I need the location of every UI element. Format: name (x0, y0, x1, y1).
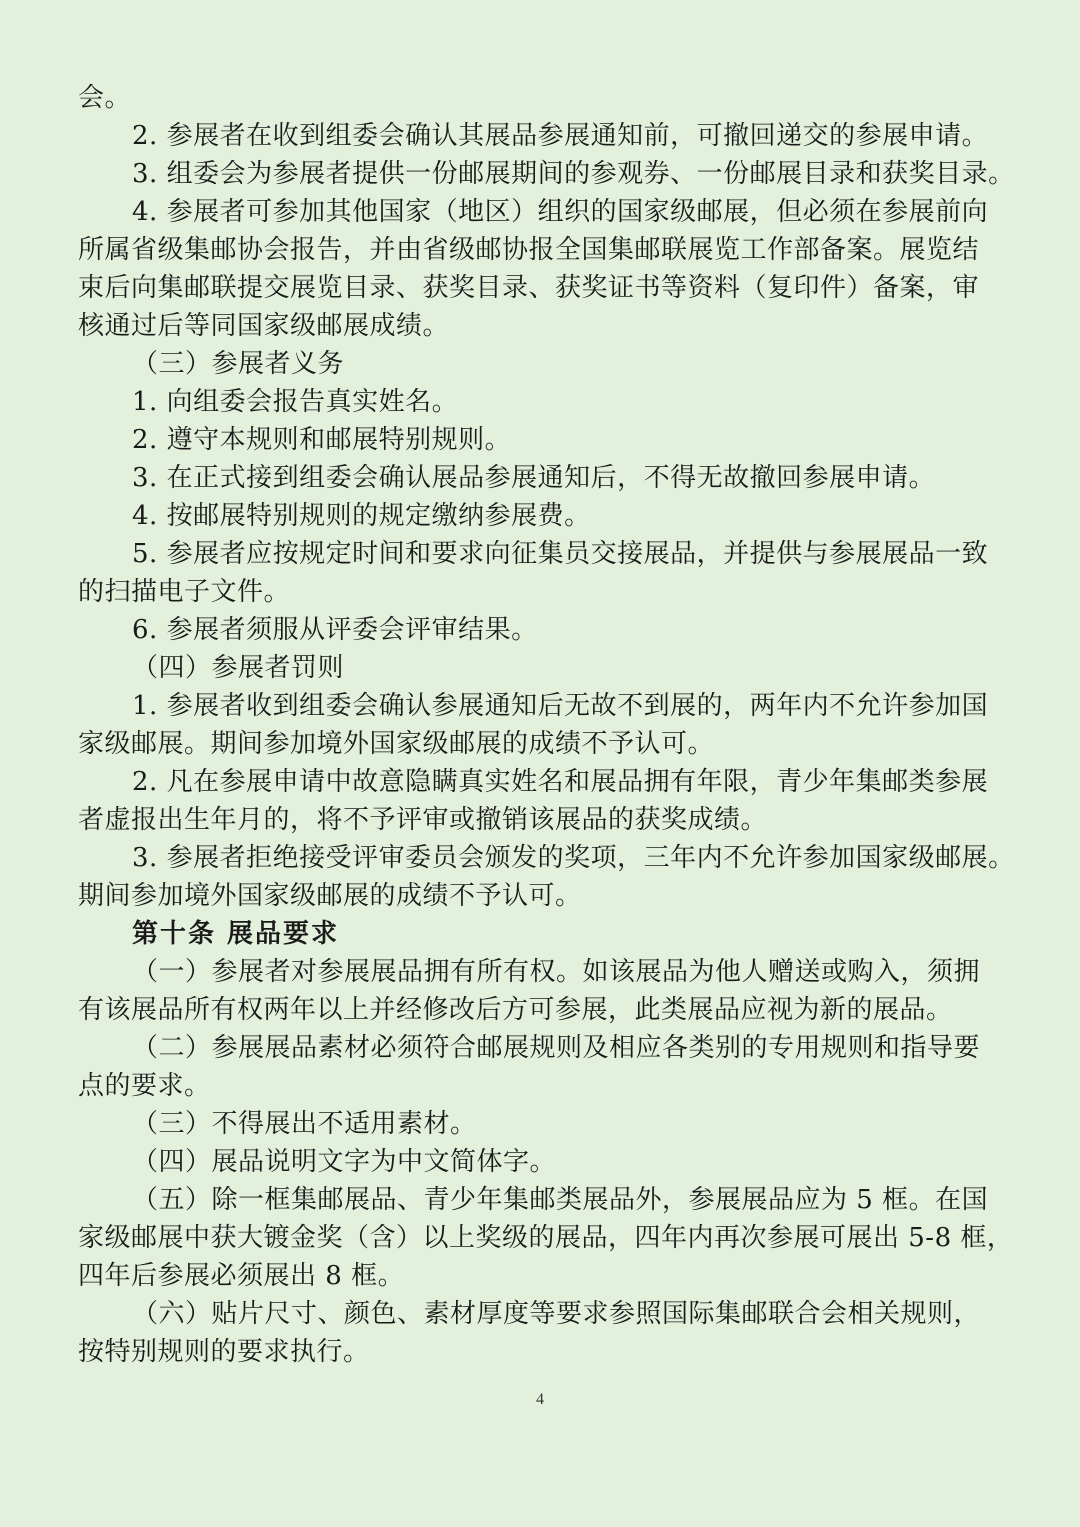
text-line: 3. 参展者拒绝接受评审委员会颁发的奖项，三年内不允许参加国家级邮展。 (132, 843, 1015, 873)
text-line: 束后向集邮联提交展览目录、获奖目录、获奖证书等资料（复印件）备案，审 (78, 273, 980, 303)
text-line: （五）除一框集邮展品、青少年集邮类展品外，参展展品应为 5 框。在国 (132, 1185, 989, 1215)
text-line: 的扫描电子文件。 (78, 577, 291, 607)
text-line: 3. 组委会为参展者提供一份邮展期间的参观券、一份邮展目录和获奖目录。 (132, 159, 1015, 189)
text-line: 期间参加境外国家级邮展的成绩不予认可。 (78, 881, 582, 911)
text-line: 2. 参展者在收到组委会确认其展品参展通知前，可撤回递交的参展申请。 (132, 121, 989, 151)
article-heading: 第十条 展品要求 (132, 919, 340, 949)
text-line: （四）展品说明文字为中文简体字。 (132, 1147, 557, 1177)
text-line: 2. 凡在参展申请中故意隐瞒真实姓名和展品拥有年限，青少年集邮类参展 (132, 767, 989, 797)
text-line: 5. 参展者应按规定时间和要求向征集员交接展品，并提供与参展展品一致 (132, 539, 989, 569)
text-line: （一）参展者对参展展品拥有所有权。如该展品为他人赠送或购入，须拥 (132, 957, 981, 987)
text-line: 点的要求。 (78, 1071, 211, 1101)
section-heading: （三）参展者义务 (132, 349, 345, 379)
text-line: 家级邮展。期间参加境外国家级邮展的成绩不予认可。 (78, 729, 715, 759)
text-line: 4. 参展者可参加其他国家（地区）组织的国家级邮展，但必须在参展前向 (132, 197, 989, 227)
text-line: （二）参展展品素材必须符合邮展规则及相应各类别的专用规则和指导要 (132, 1033, 981, 1063)
text-line: 者虚报出生年月的，将不予评审或撤销该展品的获奖成绩。 (78, 805, 768, 835)
text-line: （三）不得展出不适用素材。 (132, 1109, 477, 1139)
text-line: 1. 向组委会报告真实姓名。 (132, 387, 459, 417)
text-line: 6. 参展者须服从评委会评审结果。 (132, 615, 538, 645)
text-line: 核通过后等同国家级邮展成绩。 (78, 311, 450, 341)
text-line: 所属省级集邮协会报告，并由省级邮协报全国集邮联展览工作部备案。展览结 (78, 235, 980, 265)
text-line: 3. 在正式接到组委会确认展品参展通知后，不得无故撤回参展申请。 (132, 463, 936, 493)
text-line: 会。 (78, 83, 132, 113)
section-heading: （四）参展者罚则 (132, 653, 345, 683)
text-line: 4. 按邮展特别规则的规定缴纳参展费。 (132, 501, 591, 531)
page-number: 4 (536, 1391, 544, 1408)
text-line: 2. 遵守本规则和邮展特别规则。 (132, 425, 512, 455)
text-line: 1. 参展者收到组委会确认参展通知后无故不到展的，两年内不允许参加国 (132, 691, 989, 721)
text-line: （六）贴片尺寸、颜色、素材厚度等要求参照国际集邮联合会相关规则， (132, 1299, 981, 1329)
text-line: 四年后参展必须展出 8 框。 (78, 1261, 405, 1291)
text-line: 按特别规则的要求执行。 (78, 1337, 370, 1367)
text-line: 家级邮展中获大镀金奖（含）以上奖级的展品，四年内再次参展可展出 5-8 框， (78, 1223, 1014, 1253)
text-line: 有该展品所有权两年以上并经修改后方可参展，此类展品应视为新的展品。 (78, 995, 953, 1025)
